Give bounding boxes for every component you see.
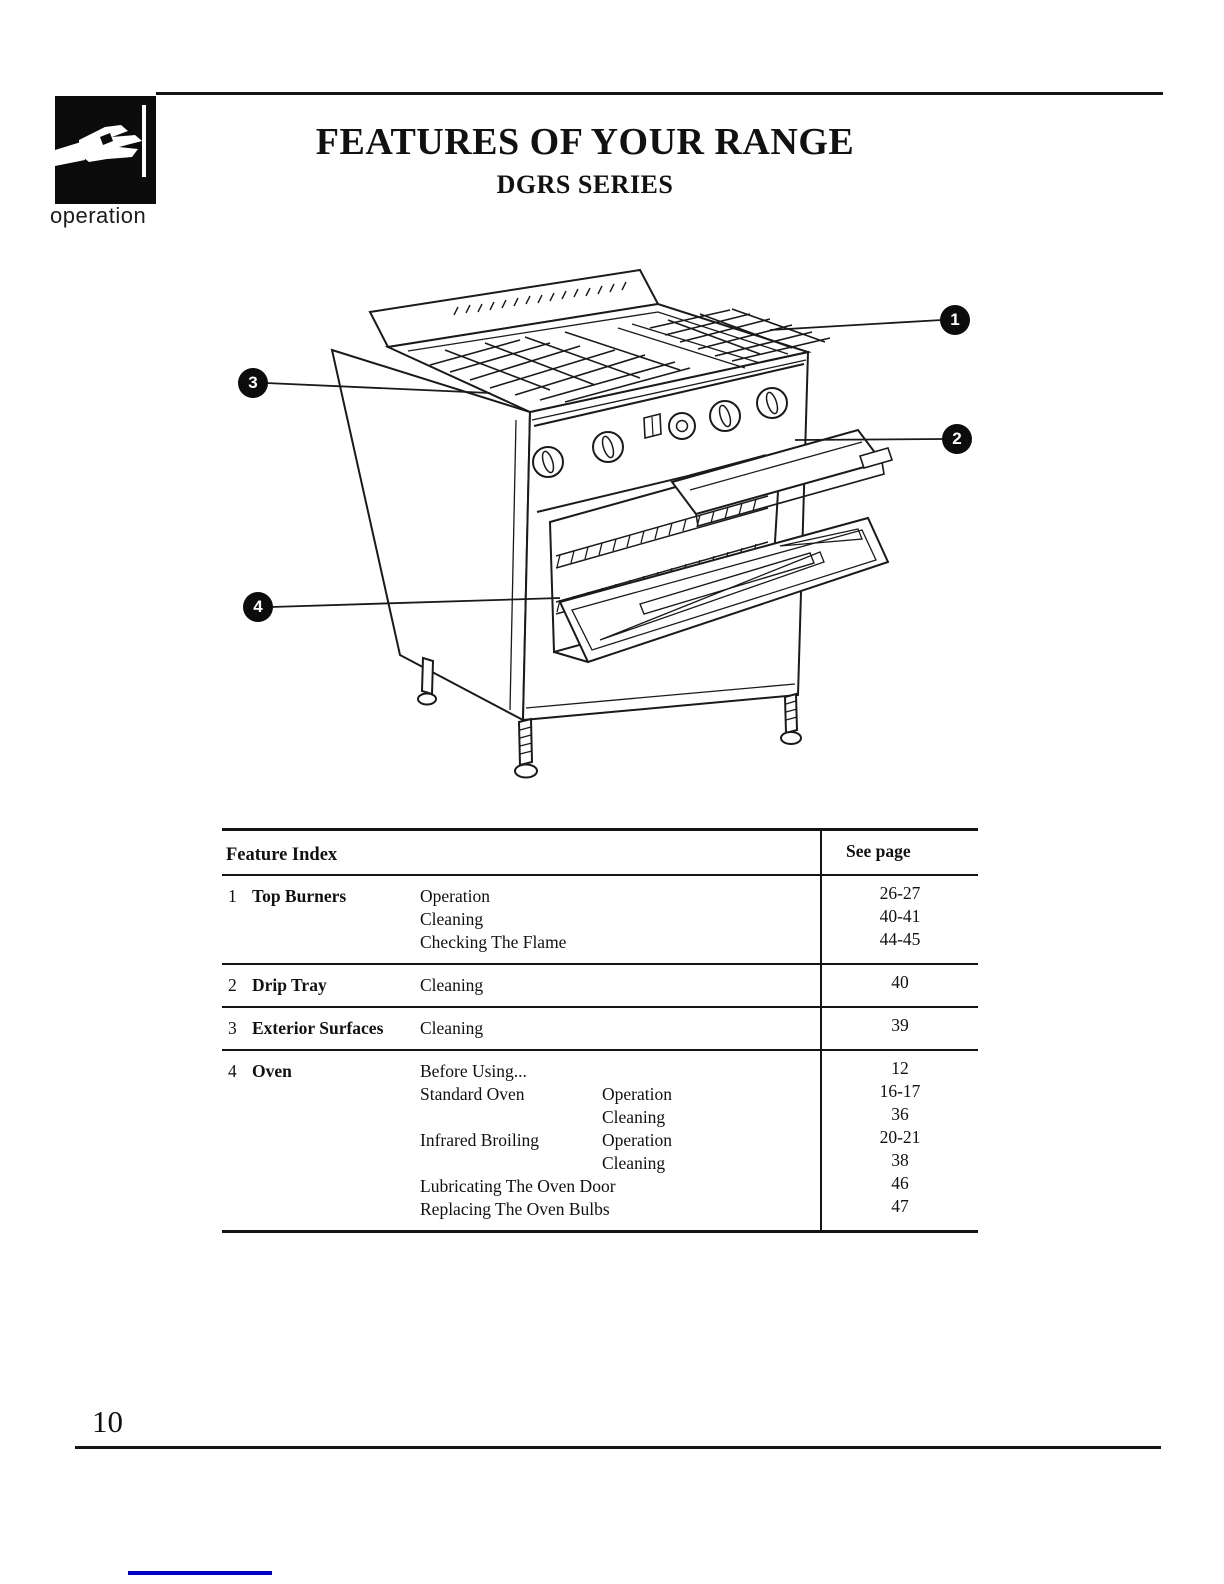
page-title: FEATURES OF YOUR RANGE — [315, 121, 855, 163]
operation-label: operation — [50, 203, 147, 228]
page-ref: 40 — [891, 972, 909, 992]
table-row-oven — [222, 1049, 978, 1230]
item-label: Standard Oven — [420, 1084, 525, 1104]
callout-badge-4: 4 — [243, 592, 273, 622]
feature-name: Oven — [252, 1061, 292, 1081]
header-feature-index: Feature Index — [226, 845, 338, 865]
item-label: Replacing The Oven Bulbs — [420, 1199, 610, 1219]
callout-badge-3: 3 — [238, 368, 268, 398]
page-ref: 16-17 — [879, 1081, 921, 1101]
page-ref: 40-41 — [879, 906, 921, 926]
item-label: Cleaning — [420, 975, 484, 995]
row-number: 3 — [228, 1018, 237, 1038]
item-label: Checking The Flame — [420, 932, 567, 952]
table-row-top-burners — [222, 874, 978, 963]
row-number: 2 — [228, 975, 237, 995]
item-sub-label: Cleaning — [602, 1153, 666, 1173]
feature-name: Drip Tray — [252, 975, 327, 995]
header-rule — [156, 92, 1163, 95]
item-label: Operation — [420, 886, 490, 906]
page-ref: 20-21 — [879, 1127, 921, 1147]
row-number: 1 — [228, 886, 237, 906]
item-label: Cleaning — [420, 909, 484, 929]
page-ref: 36 — [891, 1104, 909, 1124]
table-row-drip-tray — [222, 963, 978, 1006]
table-header — [222, 831, 978, 874]
item-label: Cleaning — [420, 1018, 484, 1038]
item-label: Before Using... — [420, 1061, 527, 1081]
row-number: 4 — [228, 1061, 237, 1081]
blue-accent-rule — [128, 1571, 272, 1575]
page-ref: 39 — [891, 1015, 909, 1035]
item-sub-label: Operation — [602, 1130, 672, 1150]
item-label: Lubricating The Oven Door — [420, 1176, 616, 1196]
page-number: 10 — [92, 1404, 123, 1439]
table-row-exterior-surfaces — [222, 1006, 978, 1049]
item-label: Infrared Broiling — [420, 1130, 540, 1150]
header-see-page: See page — [820, 831, 978, 874]
operation-section-icon — [55, 96, 156, 204]
range-illustration — [220, 250, 980, 800]
page-ref: 47 — [891, 1196, 909, 1216]
item-sub-label: Operation — [602, 1084, 672, 1104]
page-ref: 12 — [891, 1058, 909, 1078]
footer-rule — [75, 1446, 1161, 1449]
page-ref: 26-27 — [879, 883, 921, 903]
feature-index-table — [222, 828, 978, 1233]
page-ref: 38 — [891, 1150, 909, 1170]
feature-name: Exterior Surfaces — [252, 1018, 384, 1038]
callout-badge-1: 1 — [940, 305, 970, 335]
range-line-drawing — [220, 250, 980, 800]
feature-name: Top Burners — [252, 886, 347, 906]
page-ref: 46 — [891, 1173, 909, 1193]
pointing-hand-icon — [55, 96, 156, 204]
page-subtitle: DGRS SERIES — [496, 169, 674, 199]
page-ref: 44-45 — [879, 929, 921, 949]
item-sub-label: Cleaning — [602, 1107, 666, 1127]
callout-badge-2: 2 — [942, 424, 972, 454]
